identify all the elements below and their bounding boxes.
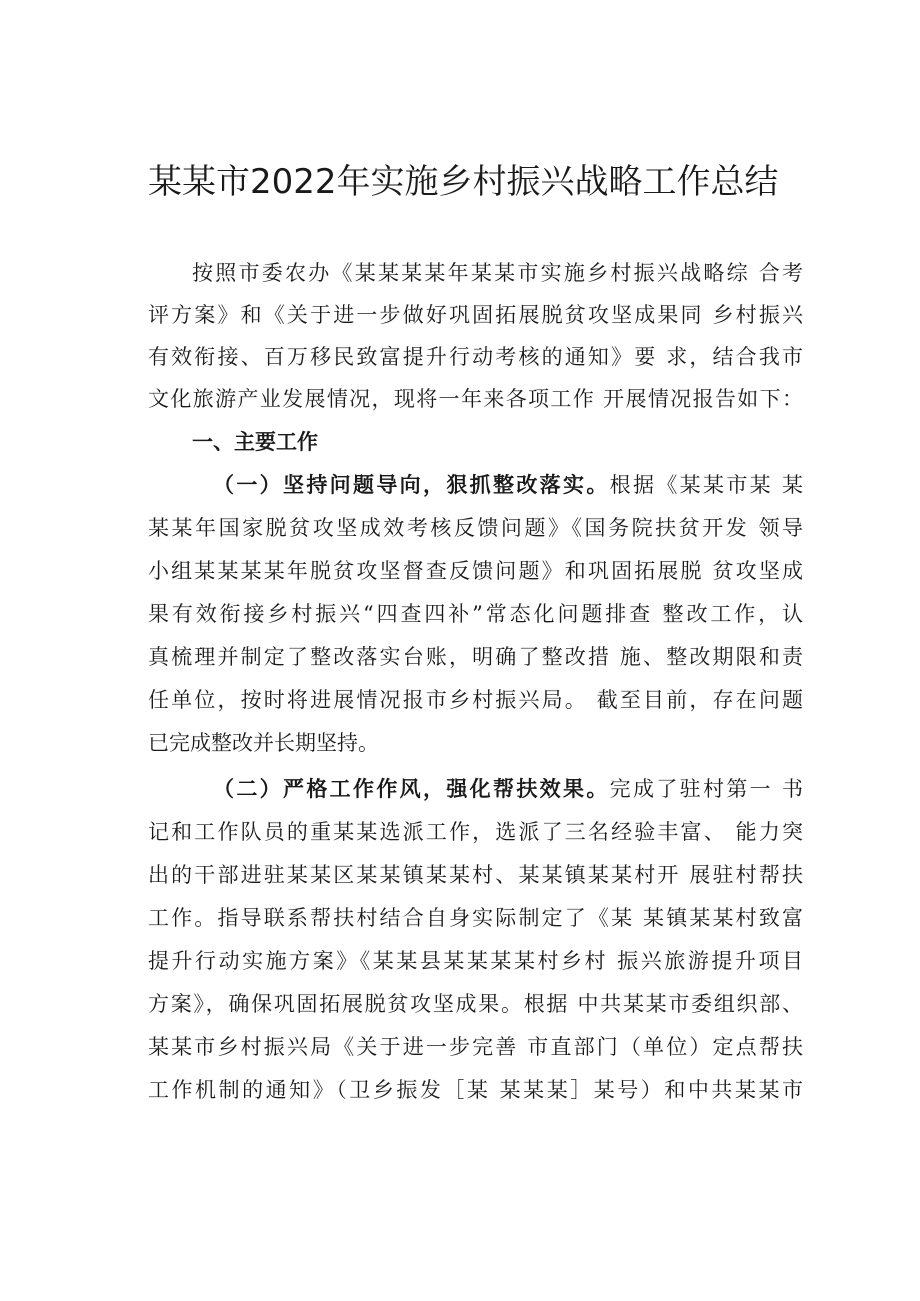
intro-line: 有效衔接、百万移民致富提升行动考核的通知》要 求，结合我市: [148, 345, 803, 369]
intro-line: 按照市委农办《某某某某年某某市实施乡村振兴战略综 合考: [192, 261, 803, 285]
item-1-line: 小组某某某某年脱贫攻坚督查反馈问题》和巩固拓展脱 贫攻坚成: [148, 559, 803, 583]
item-1-line: 某某年国家脱贫攻坚成效考核反馈问题》《国务院扶贫开发 领导: [148, 516, 803, 540]
item-1-first-line: [213, 470, 803, 500]
item-2-line: 工作机制的通知》（卫乡振发［某 某某某］某号）和中共某某市: [148, 1078, 803, 1102]
item-1-heading: （一）坚持问题导向，狠抓整改落实。: [213, 473, 610, 497]
item-1-line: 任单位，按时将进展情况报市乡村振兴局。 截至目前，存在问题: [148, 688, 803, 712]
item-2-line: 提升行动实施方案》《某某县某某某某村乡村 振兴旅游提升项目: [148, 949, 803, 973]
item-1-line: 果有效衔接乡村振兴“四查四补”常态化问题排查 整改工作，认: [148, 602, 803, 626]
item-1-line: 已完成整改并长期坚持。: [148, 731, 379, 755]
item-1-first-line-rest: 根据《某某市某 某: [609, 473, 803, 497]
item-2-first-line: [213, 774, 803, 804]
item-2-first-line-rest: 完成了驻村第一 书: [609, 777, 803, 801]
item-2-line: 某某市乡村振兴局《关于进一步完善 市直部门（单位）定点帮扶: [148, 1035, 803, 1059]
intro-line: 评方案》和《关于进一步做好巩固拓展脱贫攻坚成果同 乡村振兴: [148, 303, 803, 327]
item-2-line: 记和工作队员的重某某选派工作，选派了三名经验丰富、 能力突: [148, 820, 803, 844]
intro-line: 文化旅游产业发展情况，现将一年来各项工作 开展情况报告如下：: [148, 387, 803, 411]
item-2-heading: （二）严格工作作风，强化帮扶效果。: [213, 777, 610, 801]
section-heading: 一、主要工作: [192, 430, 318, 454]
item-2-line: 工作。指导联系帮扶村结合自身实际制定了《某 某镇某某村致富: [148, 906, 803, 930]
item-1-line: 真梳理并制定了整改落实台账，明确了整改措 施、整改期限和责: [148, 645, 803, 669]
item-2-line: 出的干部进驻某某区某某镇某某村、某某镇某某村开 展驻村帮扶: [148, 863, 803, 887]
document-title: 某某市2022年实施乡村振兴战略工作总结: [148, 162, 779, 202]
item-2-line: 方案》，确保巩固拓展脱贫攻坚成果。根据 中共某某市委组织部、: [148, 992, 803, 1016]
